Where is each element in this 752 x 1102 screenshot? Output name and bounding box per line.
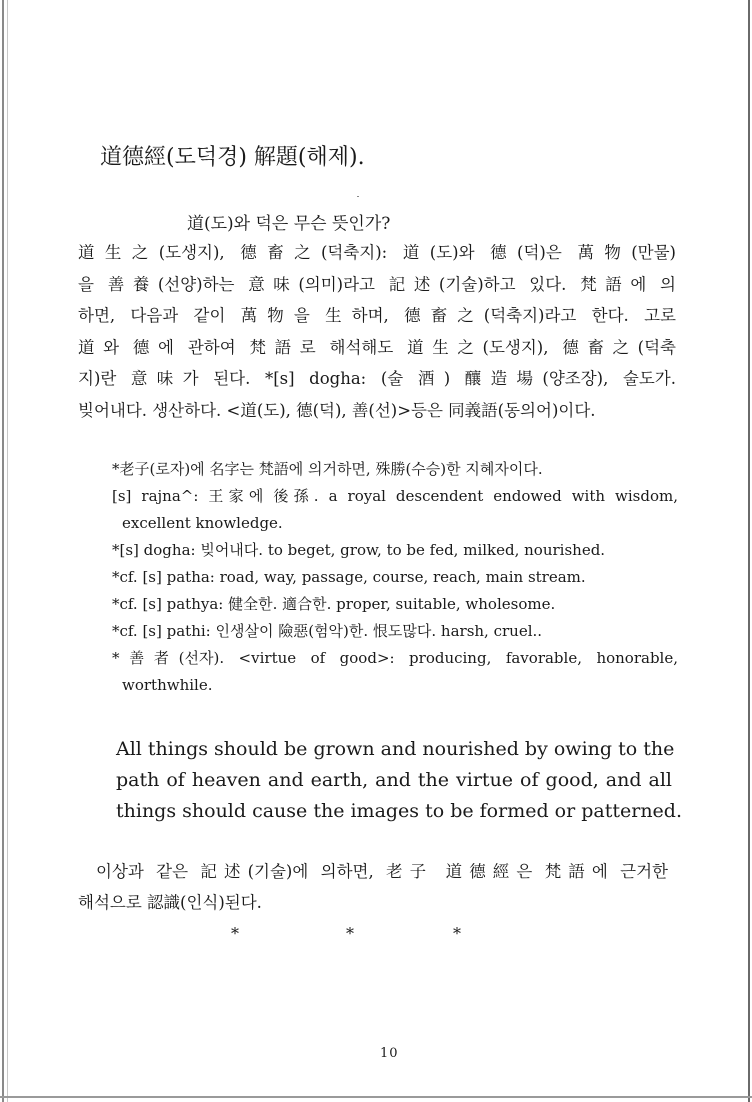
conclusion-paragraph [78,856,668,918]
body-line: 지)란 意味가 된다. *[s] dogha: (술 酒) 釀造場(양조장), 술도가. [78,369,676,388]
english-line: path of heaven and earth, and the virtue of good, and all [116,769,672,791]
english-line: All things should be grown and nourished by owing to the [116,738,675,760]
separator-star: * [231,924,239,943]
page-title: 道德經(도덕경) 解題(해제). [100,145,365,170]
note-item: excellent knowledge. [122,514,283,532]
body-line: 을 善養(선양)하는 意味(의미)라고 記述(기술)하고 있다. 梵語에 의 [78,274,676,294]
conclusion-line: 이상과 같은 記述(기술)에 의하면, 老子 道德經은 梵語에 근거한 [96,862,668,881]
page-number: 10 [380,1046,399,1061]
note-item: *cf. [s] pathya: 健全한. 適合한. proper, suitable, wholesome. [112,595,556,613]
scan-speck [357,196,359,197]
note-item: worthwhile. [122,676,213,694]
note-item: *[s] dogha: 빚어내다. to beget, grow, to be fed, milked, nourished. [112,541,606,559]
scan-edge-left-inner [7,0,8,1102]
section-subtitle: 道(도)와 덕은 무슨 뜻인가? [187,214,391,234]
scan-edge-bottom [0,1096,752,1098]
notes-list [112,456,678,699]
body-line: 道와 德에 관하여 梵語로 해석해도 道生之(도생지), 德畜之(덕축 [78,337,676,357]
note-item: *善者(선자). <virtue of good>: producing, favorable, honorable, [112,649,678,667]
separator-star: * [453,924,461,943]
separator-star: * [346,924,354,943]
scan-edge-left [2,0,4,1102]
note-item: *老子(로자)에 名字는 梵語에 의거하면, 殊勝(수승)한 지혜자이다. [112,460,543,478]
note-item: *cf. [s] pathi: 인생살이 險惡(험악)한. 恨도많다. harsh, cruel.. [112,622,543,640]
english-translation [116,734,683,827]
body-paragraph [78,237,676,426]
body-line: 道生之(도생지), 德畜之(덕축지): 道(도)와 德(덕)은 萬物(만물) [78,243,676,262]
english-line: things should cause the images to be formed or patterned. [116,800,683,822]
body-line: 하면, 다음과 같이 萬物을 生하며, 德畜之(덕축지)라고 한다. 고로 [78,306,676,325]
conclusion-line: 해석으로 認識(인식)된다. [78,893,262,912]
scan-edge-right [748,0,750,1102]
body-line: 빚어내다. 생산하다. <道(도), 德(덕), 善(선)>등은 同義語(동의어)이다. [78,400,596,420]
note-item: [s] rajna^: 王家에 後孫. a royal descendent endowed with wisdom, [112,487,678,505]
note-item: *cf. [s] patha: road, way, passage, course, reach, main stream. [112,568,586,586]
